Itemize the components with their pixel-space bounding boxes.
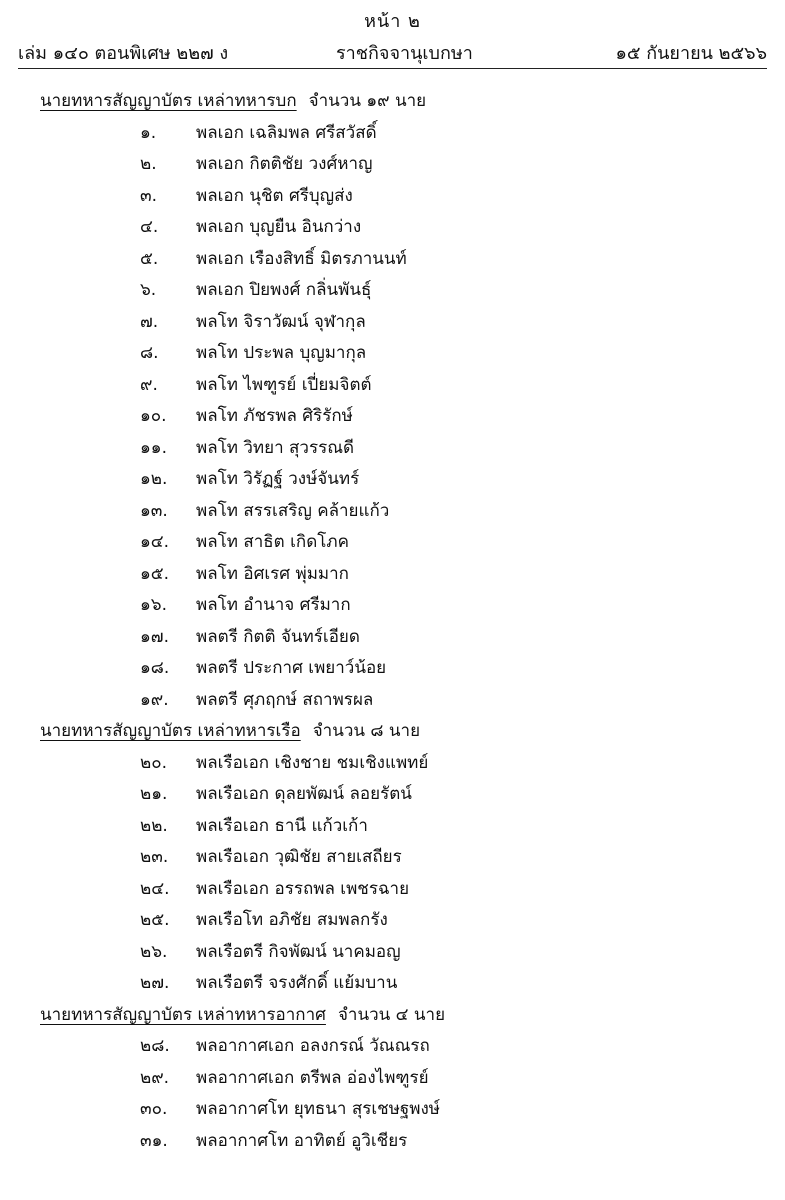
person-name: พลโท สาธิต เกิดโภค xyxy=(196,532,349,552)
person-name: พลอากาศเอก อลงกรณ์ วัณณรถ xyxy=(196,1036,430,1056)
header-divider xyxy=(18,68,767,69)
list-item xyxy=(0,590,785,622)
item-number: ๑๐. xyxy=(140,406,167,426)
item-number: ๑๒. xyxy=(140,469,168,489)
list-item xyxy=(0,905,785,937)
item-number: ๑๑. xyxy=(140,437,167,458)
publication-date: ๑๕ กันยายน ๒๕๖๖ xyxy=(615,43,767,64)
person-name: พลเรือเอก วุฒิชัย สายเสถียร xyxy=(196,847,402,867)
item-number: ๔. xyxy=(140,217,159,237)
item-number: ๒๓. xyxy=(140,847,169,867)
item-number: ๒๑. xyxy=(140,784,168,804)
item-number: ๑๕. xyxy=(140,563,170,584)
list-item xyxy=(0,496,785,528)
person-name: พลโท ประพล บุญมากุล xyxy=(196,343,367,363)
item-number: ๙. xyxy=(140,374,158,395)
person-name: พลเอก เฉลิมพล ศรีสวัสดิ์ xyxy=(196,122,377,143)
item-number: ๒๘. xyxy=(140,1036,170,1056)
person-name: พลเรือเอก อรรถพล เพชรฉาย xyxy=(196,878,410,899)
person-name: พลโท อำนาจ ศรีมาก xyxy=(196,595,351,615)
item-number: ๓๐. xyxy=(140,1099,168,1119)
list-item xyxy=(0,622,785,654)
item-number: ๖. xyxy=(140,280,157,300)
list-item xyxy=(0,338,785,370)
person-name: พลอากาศโท อาทิตย์ อูวิเชียร xyxy=(196,1130,408,1151)
list-item xyxy=(0,559,785,591)
item-number: ๑๔. xyxy=(140,532,170,552)
person-name: พลตรี กิตติ จันทร์เอียด xyxy=(196,626,360,647)
item-number: ๑๗. xyxy=(140,626,169,647)
list-item xyxy=(0,433,785,465)
list-item xyxy=(0,811,785,843)
list-item xyxy=(0,937,785,969)
list-item xyxy=(0,653,785,685)
item-number: ๒๙. xyxy=(140,1067,170,1088)
person-name: พลเรือตรี กิจพัฒน์ นาคมอญ xyxy=(196,941,401,962)
section-title: นายทหารสัญญาบัตร เหล่าทหารบก xyxy=(40,91,297,111)
person-name: พลเอก บุญยืน อินกว่าง xyxy=(196,217,362,237)
person-name: พลอากาศเอก ตรีพล อ่องไพฑูรย์ xyxy=(196,1067,429,1088)
list-item xyxy=(0,244,785,276)
person-name: พลโท จิราวัฒน์ จุฬากุล xyxy=(196,311,366,332)
name-list xyxy=(0,86,785,1157)
page-number: หน้า ๒ xyxy=(364,11,421,32)
item-number: ๒. xyxy=(140,154,157,174)
item-number: ๑๓. xyxy=(140,500,168,521)
item-number: ๒๗. xyxy=(140,973,170,993)
list-item xyxy=(0,401,785,433)
item-number: ๗. xyxy=(140,311,159,332)
volume-info: เล่ม ๑๔๐ ตอนพิเศษ ๒๒๗ ง xyxy=(18,43,229,64)
list-item xyxy=(0,527,785,559)
person-name: พลโท สรรเสริญ คล้ายแก้ว xyxy=(196,500,390,521)
list-item xyxy=(0,968,785,1000)
person-name: พลอากาศโท ยุทธนา สุรเชษฐพงษ์ xyxy=(196,1099,441,1119)
person-name: พลตรี ศุภฤกษ์ สถาพรผล xyxy=(196,689,374,710)
person-name: พลเรือเอก ดุลยพัฒน์ ลอยรัตน์ xyxy=(196,784,412,804)
list-item xyxy=(0,275,785,307)
item-number: ๕. xyxy=(140,248,159,269)
item-number: ๓. xyxy=(140,185,158,206)
section-title: นายทหารสัญญาบัตร เหล่าทหารอากาศ xyxy=(40,1004,326,1025)
section-heading xyxy=(0,1000,785,1032)
list-item xyxy=(0,118,785,150)
list-item xyxy=(0,779,785,811)
item-number: ๒๖. xyxy=(140,941,168,962)
list-item xyxy=(0,307,785,339)
list-item xyxy=(0,181,785,213)
list-item xyxy=(0,1126,785,1158)
item-number: ๑๖. xyxy=(140,595,167,615)
person-name: พลเอก นุชิต ศรีบุญส่ง xyxy=(196,185,353,206)
person-name: พลโท วิทยา สุวรรณดี xyxy=(196,437,355,458)
section-heading xyxy=(0,716,785,748)
section-title: นายทหารสัญญาบัตร เหล่าทหารเรือ xyxy=(40,721,301,741)
person-name: พลเรือเอก ธานี แก้วเก้า xyxy=(196,815,368,836)
list-item xyxy=(0,1094,785,1126)
item-number: ๑. xyxy=(140,122,157,143)
person-name: พลเอก เรืองสิทธิ์ มิตรภานนท์ xyxy=(196,248,407,269)
list-item xyxy=(0,212,785,244)
person-name: พลเรือตรี จรงศักดิ์ แย้มบาน xyxy=(196,973,398,993)
item-number: ๒๒. xyxy=(140,815,168,836)
list-item xyxy=(0,685,785,717)
person-name: พลเอก กิตติชัย วงศ์หาญ xyxy=(196,154,373,174)
list-item xyxy=(0,1063,785,1095)
section-count: จำนวน ๔ นาย xyxy=(337,1004,446,1025)
person-name: พลโท ภัชรพล ศิริรักษ์ xyxy=(196,406,353,426)
list-item xyxy=(0,464,785,496)
item-number: ๓๑. xyxy=(140,1130,168,1151)
person-name: พลโท ไพฑูรย์ เปี่ยมจิตต์ xyxy=(196,374,372,395)
person-name: พลเรือเอก เชิงชาย ชมเชิงแพทย์ xyxy=(196,752,429,773)
person-name: พลเอก ปิยพงศ์ กลิ่นพันธุ์ xyxy=(196,280,372,300)
item-number: ๑๘. xyxy=(140,658,170,678)
section-count: จำนวน ๘ นาย xyxy=(312,721,421,741)
list-item xyxy=(0,748,785,780)
item-number: ๑๙. xyxy=(140,689,169,710)
list-item xyxy=(0,1031,785,1063)
gazette-header xyxy=(18,38,767,66)
person-name: พลโท อิศเรศ พุ่มมาก xyxy=(196,563,349,584)
item-number: ๘. xyxy=(140,343,159,363)
person-name: พลโท วิรัฏฐ์ วงษ์จันทร์ xyxy=(196,469,360,489)
person-name: พลเรือโท อภิชัย สมพลกรัง xyxy=(196,910,388,930)
list-item xyxy=(0,842,785,874)
section-count: จำนวน ๑๙ นาย xyxy=(308,91,427,111)
item-number: ๒๕. xyxy=(140,910,170,930)
item-number: ๒๐. xyxy=(140,752,167,773)
list-item xyxy=(0,874,785,906)
item-number: ๒๔. xyxy=(140,878,170,899)
list-item xyxy=(0,149,785,181)
section-heading xyxy=(0,86,785,118)
person-name: พลตรี ประกาศ เพยาว์น้อย xyxy=(196,658,387,678)
gazette-name: ราชกิจจานุเบกษา xyxy=(336,43,473,64)
list-item xyxy=(0,370,785,402)
